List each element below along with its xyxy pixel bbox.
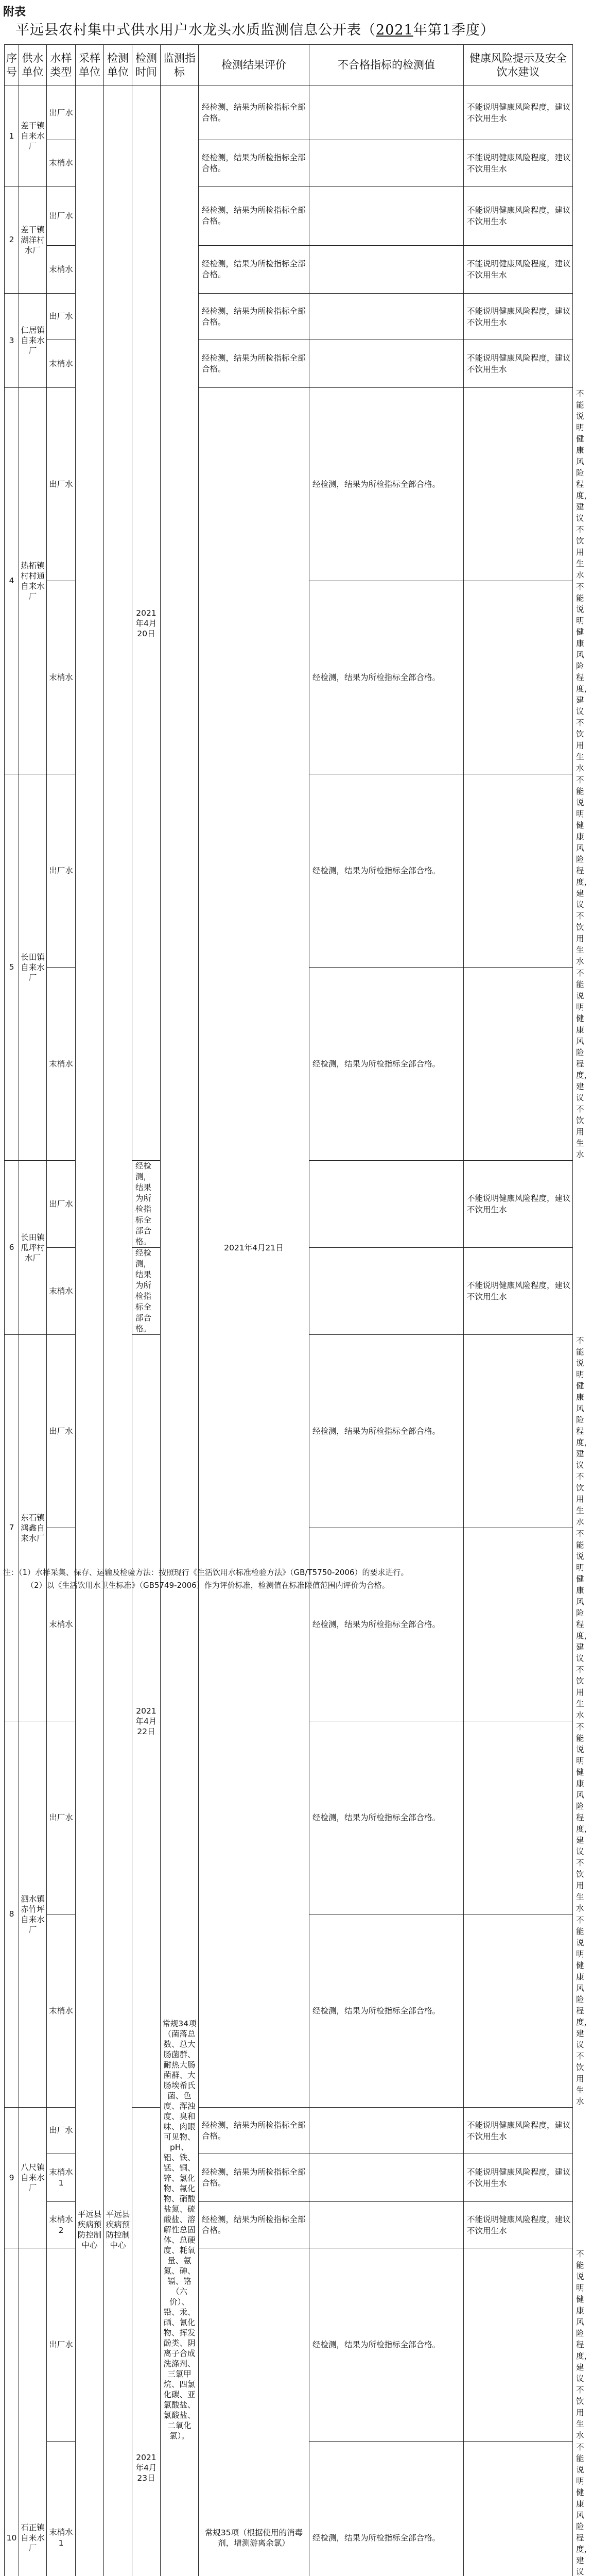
table-row: 末梢水 经检测，结果为所检指标全部合格。 不能说明健康风险程度，建议不饮用生水 bbox=[5, 581, 573, 774]
sample-type: 出厂水 bbox=[47, 294, 76, 340]
supply-unit: 差干镇湖洋村水厂 bbox=[19, 187, 47, 294]
sample-type: 末梢水 bbox=[47, 340, 76, 388]
test-date: 2021年4月23日 bbox=[132, 2108, 161, 2576]
sample-type: 出厂水 bbox=[47, 2248, 76, 2442]
result-cell: 经检测，结果为所检指标全部合格。 bbox=[309, 1914, 464, 2108]
supply-unit: 泗水镇赤竹坪自来水厂 bbox=[19, 1721, 47, 2108]
result-cell: 经检测，结果为所检指标全部合格。 bbox=[309, 1528, 464, 1721]
table-row: 8 泗水镇赤竹坪自来水厂 出厂水 经检测，结果为所检指标全部合格。 不能说明健康风险程度，建议不饮用生水 bbox=[5, 1721, 573, 1914]
table-row: 末梢水 经检测，结果为所检指标全部合格。 不能说明健康风险程度，建议不饮用生水 bbox=[5, 1914, 573, 2108]
advice-cell: 不能说明健康风险程度，建议不饮用生水 bbox=[464, 2202, 573, 2248]
result-cell: 经检测，结果为所检指标全部合格。 bbox=[199, 2108, 309, 2154]
footnote-1: 注：（1）水样采集、保存、运输及检验方法：按照现行《生活饮用水标准检验方法》（GB/T5750-2006）的要求进行。 bbox=[3, 1566, 569, 1579]
value-cell bbox=[309, 187, 464, 246]
result-cell: 经检测，结果为所检指标全部合格。 bbox=[199, 86, 309, 140]
result-cell: 经检测，结果为所检指标全部合格。 bbox=[309, 774, 464, 968]
table-row: 末梢水 经检测，结果为所检指标全部合格。 不能说明健康风险程度，建议不饮用生水 bbox=[5, 1528, 573, 1721]
sample-type: 出厂水 bbox=[47, 86, 76, 140]
row-number: 10 bbox=[5, 2248, 19, 2576]
value-cell bbox=[464, 388, 573, 581]
value-cell bbox=[309, 2202, 464, 2248]
col-header: 水样类型 bbox=[47, 45, 76, 86]
table-header-row bbox=[5, 45, 573, 86]
result-cell: 经检测，结果为所检指标全部合格。 bbox=[309, 388, 464, 581]
supply-unit: 热柘镇村村通自来水厂 bbox=[19, 388, 47, 774]
value-cell bbox=[464, 1335, 573, 1528]
footnotes bbox=[3, 1566, 569, 1592]
test-date: 2021年4月21日 bbox=[199, 388, 309, 2108]
value-cell bbox=[309, 294, 464, 340]
advice-cell: 不能说明健康风险程度，建议不饮用生水 bbox=[464, 340, 573, 388]
advice-cell: 不能说明健康风险程度，建议不饮用生水 bbox=[464, 294, 573, 340]
sampling-unit: 平远县疾病预防控制中心 bbox=[76, 86, 104, 2576]
value-cell bbox=[464, 774, 573, 968]
supply-unit: 长田镇自来水厂 bbox=[19, 774, 47, 1161]
sample-type: 出厂水 bbox=[47, 388, 76, 581]
table-row bbox=[5, 86, 573, 140]
result-cell: 经检测，结果为所检指标全部合格。 bbox=[309, 1721, 464, 1914]
row-number: 8 bbox=[5, 1721, 19, 2108]
value-cell bbox=[309, 2154, 464, 2202]
result-cell: 经检测，结果为所检指标全部合格。 bbox=[309, 968, 464, 1161]
title-year: 2021 bbox=[376, 22, 413, 38]
result-cell: 经检测，结果为所检指标全部合格。 bbox=[199, 246, 309, 294]
indicators: 常规35项（根据使用的消毒剂，增测游离余氯） bbox=[199, 2248, 309, 2576]
value-cell bbox=[464, 2248, 573, 2442]
title-prefix: 平远县农村集中式供水用户水龙头水质监测信息公开表（ bbox=[15, 22, 376, 38]
advice-cell: 不能说明健康风险程度，建议不饮用生水 bbox=[464, 2154, 573, 2202]
sample-type: 末梢水 bbox=[47, 968, 76, 1161]
row-number: 4 bbox=[5, 388, 19, 774]
result-cell: 经检测，结果为所检指标全部合格。 bbox=[199, 2154, 309, 2202]
col-header: 健康风险提示及安全饮水建议 bbox=[464, 45, 573, 86]
table-row: 末梢水1 经检测，结果为所检指标全部合格。 不能说明健康风险程度，建议 bbox=[5, 2442, 573, 2576]
col-header: 检测单位 bbox=[104, 45, 132, 86]
col-header: 不合格指标的检测值 bbox=[309, 45, 464, 86]
value-cell bbox=[309, 1248, 464, 1335]
col-header: 检测结果评价 bbox=[199, 45, 309, 86]
supply-unit: 仁居镇自来水厂 bbox=[19, 294, 47, 388]
advice-cell: 不能说明健康风险程度，建议不饮用生水 bbox=[464, 86, 573, 140]
sample-type: 出厂水 bbox=[47, 1335, 76, 1528]
row-number: 7 bbox=[5, 1335, 19, 1721]
result-cell: 经检测，结果为所检指标全部合格。 bbox=[309, 2442, 464, 2576]
result-cell: 经检测，结果为所检指标全部合格。 bbox=[199, 340, 309, 388]
test-date: 2021年4月20日 bbox=[132, 86, 161, 1161]
value-cell bbox=[309, 140, 464, 187]
result-cell: 经检测，结果为所检指标全部合格。 bbox=[132, 1248, 161, 1335]
testing-unit: 平远县疾病预防控制中心 bbox=[104, 86, 132, 2576]
sample-type: 出厂水 bbox=[47, 1721, 76, 1914]
advice-cell: 不能说明健康风险程度，建议不饮用生水 bbox=[464, 1161, 573, 1248]
row-number: 3 bbox=[5, 294, 19, 388]
supply-unit: 石正镇自来水厂 bbox=[19, 2248, 47, 2576]
sample-type: 末梢水 bbox=[47, 581, 76, 774]
result-cell: 经检测，结果为所检指标全部合格。 bbox=[309, 1335, 464, 1528]
table-row: 末梢水 经检测，结果为所检指标全部合格。 不能说明健康风险程度，建议不饮用生水 bbox=[5, 968, 573, 1161]
appendix-label: 附表 bbox=[3, 3, 26, 19]
advice-cell: 不能说明健康风险程度，建议不饮用生水 bbox=[464, 187, 573, 246]
row-number: 6 bbox=[5, 1161, 19, 1335]
supply-unit: 八尺镇自来水厂 bbox=[19, 2108, 47, 2248]
value-cell bbox=[309, 340, 464, 388]
sample-type: 末梢水 bbox=[47, 1914, 76, 2108]
row-number: 2 bbox=[5, 187, 19, 294]
sample-type: 末梢水2 bbox=[47, 2202, 76, 2248]
col-header: 供水单位 bbox=[19, 45, 47, 86]
value-cell bbox=[464, 581, 573, 774]
supply-unit: 差干镇自来水厂 bbox=[19, 86, 47, 187]
sample-type: 出厂水 bbox=[47, 774, 76, 968]
result-cell: 经检测，结果为所检指标全部合格。 bbox=[199, 187, 309, 246]
water-quality-table bbox=[4, 44, 573, 2576]
sample-type: 末梢水 bbox=[47, 140, 76, 187]
sample-type: 末梢水1 bbox=[47, 2154, 76, 2202]
result-cell: 经检测，结果为所检指标全部合格。 bbox=[132, 1161, 161, 1248]
test-date: 2021年4月22日 bbox=[132, 1335, 161, 2108]
value-cell bbox=[464, 1914, 573, 2108]
value-cell bbox=[464, 1528, 573, 1721]
col-header: 序号 bbox=[5, 45, 19, 86]
sample-type: 出厂水 bbox=[47, 2108, 76, 2154]
table-row: 4 热柘镇村村通自来水厂 出厂水 2021年4月21日 经检测，结果为所检指标全部合格。 不能说明健康风险程度，建议不饮用生水 bbox=[5, 388, 573, 581]
advice-cell: 不能说明健康风险程度，建议不饮用生水 bbox=[464, 140, 573, 187]
table-row: 7 东石镇鸿鑫自来水厂 出厂水 2021年4月22日 经检测，结果为所检指标全部合格。 不能说明健康风险程度，建议不饮用生水 bbox=[5, 1335, 573, 1528]
result-cell: 经检测，结果为所检指标全部合格。 bbox=[199, 294, 309, 340]
col-header: 检测时间 bbox=[132, 45, 161, 86]
advice-cell: 不能说明健康风险程度，建议不饮用生水 bbox=[464, 2108, 573, 2154]
value-cell bbox=[309, 2108, 464, 2154]
row-number: 1 bbox=[5, 86, 19, 187]
value-cell bbox=[464, 1721, 573, 1914]
advice-cell: 不能说明健康风险程度，建议不饮用生水 bbox=[464, 1248, 573, 1335]
sample-type: 出厂水 bbox=[47, 1161, 76, 1248]
value-cell bbox=[464, 968, 573, 1161]
value-cell bbox=[309, 86, 464, 140]
row-number: 5 bbox=[5, 774, 19, 1161]
advice-cell: 不能说明健康风险程度，建议不饮用生水 bbox=[464, 246, 573, 294]
col-header: 采样单位 bbox=[76, 45, 104, 86]
row-number: 9 bbox=[5, 2108, 19, 2248]
result-cell: 经检测，结果为所检指标全部合格。 bbox=[309, 581, 464, 774]
result-cell: 经检测，结果为所检指标全部合格。 bbox=[309, 2248, 464, 2442]
result-cell: 经检测，结果为所检指标全部合格。 bbox=[199, 140, 309, 187]
sample-type: 末梢水 bbox=[47, 1248, 76, 1335]
value-cell bbox=[464, 2442, 573, 2576]
indicators: 常规34项（菌落总数、总大肠菌群、耐热大肠菌群、大肠埃希氏菌、色度、浑浊度、臭和味、肉眼可见物、pH、铝、铁、锰、铜、锌、氯化物、氟化物、硝酸盐氮、硫酸盐、溶解性总固体、总硬度、耗氧量、氨氮、砷、镉、铬（六价）、铅、汞、硒、氰化物、挥发酚类、阴离子合成洗涤剂、三氯甲烷、四氯化碳、亚氯酸盐、氯酸盐、二氧化氯）。 bbox=[161, 86, 199, 2576]
sample-type: 末梢水 bbox=[47, 1528, 76, 1721]
table-row: 10 石正镇自来水厂 出厂水 常规35项（根据使用的消毒剂，增测游离余氯） 经检测，结果为所检指标全部合格。 不能说明健康风险程度，建议不饮用生水 bbox=[5, 2248, 573, 2442]
value-cell bbox=[309, 246, 464, 294]
sample-type: 出厂水 bbox=[47, 187, 76, 246]
value-cell bbox=[309, 1161, 464, 1248]
supply-unit: 长田镇瓜坪村水厂 bbox=[19, 1161, 47, 1335]
supply-unit: 东石镇鸿鑫自来水厂 bbox=[19, 1335, 47, 1721]
col-header: 监测指标 bbox=[161, 45, 199, 86]
page-title bbox=[15, 22, 561, 39]
table-row: 5 长田镇自来水厂 出厂水 经检测，结果为所检指标全部合格。 不能说明健康风险程度，建议不饮用生水 bbox=[5, 774, 573, 968]
footnote-2: （2）以《生活饮用水卫生标准》（GB5749-2006）作为评价标准，检测值在标准限值范围内评价为合格。 bbox=[3, 1579, 569, 1592]
title-suffix: 年第1季度） bbox=[413, 22, 495, 38]
result-cell: 经检测，结果为所检指标全部合格。 bbox=[199, 2202, 309, 2248]
sample-type: 末梢水1 bbox=[47, 2442, 76, 2576]
sample-type: 末梢水 bbox=[47, 246, 76, 294]
